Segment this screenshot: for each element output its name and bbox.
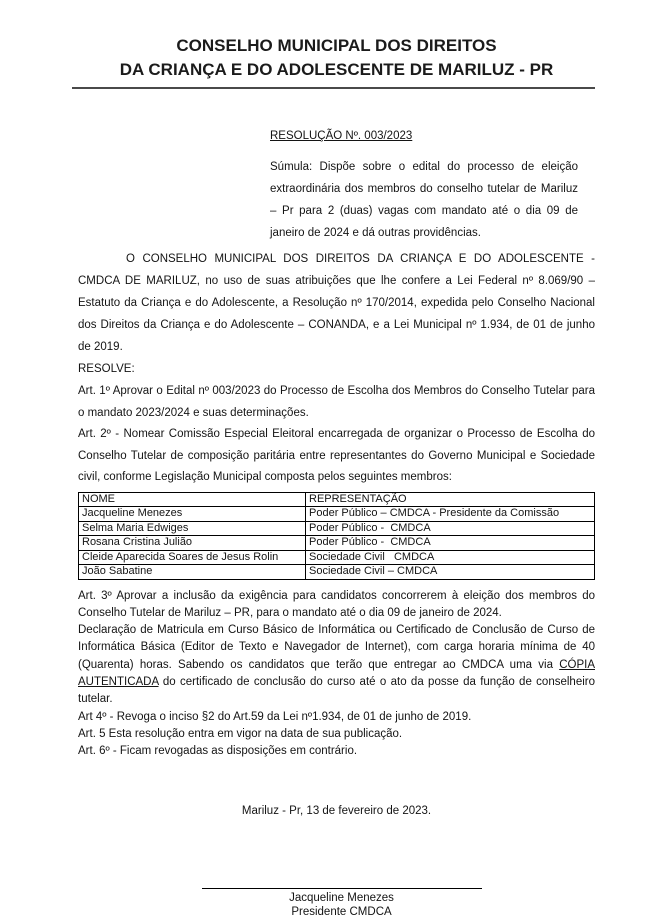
table-header-representacao: REPRESENTAÇÃO [306, 492, 595, 507]
member-name: João Sabatine [79, 565, 306, 580]
resolution-number: RESOLUÇÃO Nº. 003/2023 [270, 130, 413, 142]
member-representation: Sociedade Civil – CMDCA [306, 565, 595, 580]
table-header-nome: NOME [79, 492, 306, 507]
document-title-line2: DA CRIANÇA E DO ADOLESCENTE DE MARILUZ - PR [119, 60, 554, 79]
article-6: Art. 6º - Ficam revogadas as disposições em contrário. [78, 745, 358, 758]
table-row [79, 550, 595, 565]
signature-line [202, 888, 482, 889]
article-3-requirements-tail: do certificado de conclusão do curso até o ato da posse da função de conselheiro tutelar. [78, 675, 595, 706]
member-name: Jacqueline Menezes [79, 507, 306, 522]
member-name: Selma Maria Edwiges [79, 521, 306, 536]
document-title-line1: CONSELHO MUNICIPAL DOS DIREITOS [176, 36, 497, 55]
resolution-block [270, 129, 578, 244]
articles-lower-block [78, 588, 595, 761]
table-row [79, 536, 595, 551]
member-representation: Poder Público - CMDCA [306, 536, 595, 551]
members-table [78, 492, 595, 580]
table-header-row [79, 492, 595, 507]
table-row [79, 565, 595, 580]
table-row [79, 507, 595, 522]
copia-autenticada-underline: CÓPIA AUTENTICADA [78, 658, 595, 688]
member-name: Cleide Aparecida Soares de Jesus Rolin [79, 550, 306, 565]
member-representation: Poder Público – CMDCA - Presidente da Comissão [306, 507, 595, 522]
signature-title: Presidente CMDCA [291, 906, 392, 919]
article-5: Art. 5 Esta resolução entra em vigor na data de sua publicação. [78, 727, 403, 740]
member-representation: Poder Público - CMDCA [306, 521, 595, 536]
date-line: Mariluz - Pr, 13 de fevereiro de 2023. [241, 805, 432, 818]
article-3-requirements-text: Declaração de Matricula em Curso Básico de Informática ou Certificado de Conclusão de Curso de Informática Básica (Editor de Texto e Navegador de Internet), com carga horaria mínima de 40 (Quarenta) horas. Sabendo os candidatos que terão que entregar ao CMDCA uma via [78, 624, 595, 671]
article-2: Art. 2º - Nomear Comissão Especial Eleitoral encarregada de organizar o Processo de Escolha do Conselho Tutelar de composição paritária entre representantes do Governo Municipal e Sociedade civil, conforme Legislação Municipal composta pelos seguintes membros: [78, 428, 595, 483]
member-name: Rosana Cristina Julião [79, 536, 306, 551]
article-4: Art 4º - Revoga o inciso §2 do Art.59 da Lei nº1.934, de 01 de junho de 2019. [78, 710, 472, 723]
resolve-label: RESOLVE: [78, 363, 135, 375]
document-title [78, 34, 595, 82]
article-3: Art. 3º Aprovar a inclusão da exigência para candidatos concorrerem à eleição dos membros do Conselho Tutelar de Mariluz – PR, para o mandato até o dia 09 de janeiro de 2024. [78, 589, 595, 619]
member-representation: Sociedade Civil CMDCA [306, 550, 595, 565]
article-1: Art. 1º Aprovar o Edital nº 003/2023 do Processo de Escolha dos Membros do Conselho Tutelar para o mandato 2023/2024 e suas determinações. [78, 385, 595, 419]
table-row [79, 521, 595, 536]
signature-block [202, 888, 482, 919]
article-3-requirements [78, 622, 595, 708]
header-rule [72, 87, 595, 89]
sumula-paragraph: Súmula: Dispõe sobre o edital do processo de eleição extraordinária dos membros do conselho tutelar de Mariluz – Pr para 2 (duas) vagas com mandato até o dia 09 de janeiro de 2024 e dá outras providências. [270, 161, 578, 239]
preamble-paragraph: O CONSELHO MUNICIPAL DOS DIREITOS DA CRIANÇA E DO ADOLESCENTE - CMDCA DE MARILUZ, no uso de suas atribuições que lhe confere a Lei Federal nº 8.069/90 – Estatuto da Criança e do Adolescente, a Resolução nº 170/2014, expedida pelo Conselho Nacional dos Direitos da Criança e do Adolescente – CONANDA, e a Lei Municipal nº 1.934, de 01 de junho de 2019. [78, 253, 595, 353]
signature-name: Jacqueline Menezes [289, 892, 394, 905]
